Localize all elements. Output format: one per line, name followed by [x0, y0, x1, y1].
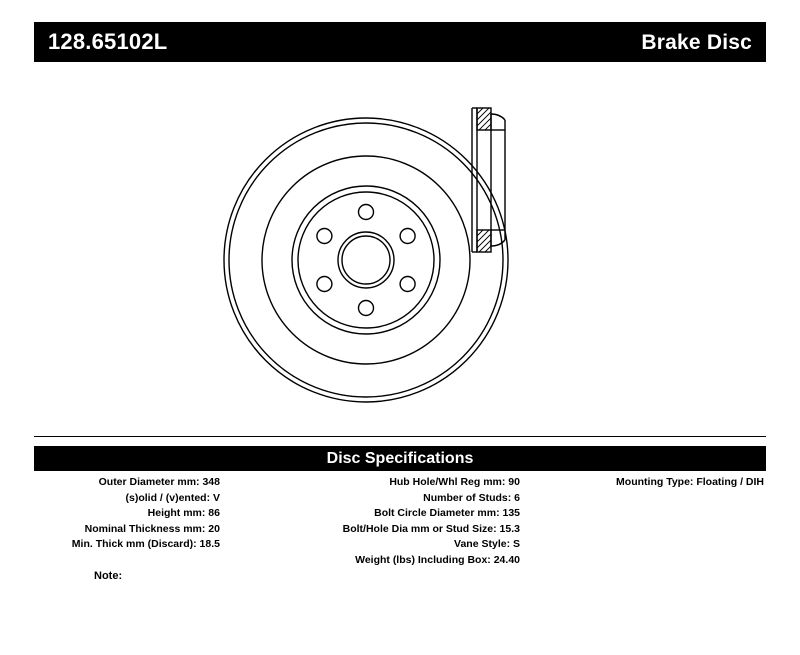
product-type-label: Brake Disc: [641, 30, 752, 54]
bolt-hole: [317, 229, 332, 244]
technical-drawing: [34, 70, 766, 420]
spec-item: Nominal Thickness mm: 20: [84, 522, 220, 535]
rotor-outer-edge-circle: [224, 118, 508, 402]
part-number: 128.65102L: [48, 29, 168, 54]
spec-item: Min. Thick mm (Discard): 18.5: [71, 538, 220, 550]
specs-columns: [34, 475, 766, 568]
bolt-hole: [359, 205, 374, 220]
spec-item: Weight (lbs) Including Box: 24.40: [355, 553, 520, 566]
spec-item: (s)olid / (v)ented: V: [125, 491, 220, 504]
ring-top-curve: [491, 114, 505, 120]
rotor-outer-inner-circle: [229, 123, 503, 397]
rotor-center-bore-inner: [342, 236, 390, 284]
bolt-hole: [317, 277, 332, 292]
bolt-hole: [400, 229, 415, 244]
spec-item: Bolt Circle Diameter mm: 135: [374, 507, 520, 519]
specs-right-column: [524, 475, 766, 568]
header-bar: [34, 22, 766, 62]
spec-item: Hub Hole/Whl Reg mm: 90: [389, 476, 520, 488]
rotor-hat-outer: [292, 186, 440, 334]
specs-middle-column: [224, 475, 524, 568]
specs-left-column: [34, 475, 224, 568]
spec-item: Bolt/Hole Dia mm or Stud Size: 15.3: [342, 522, 520, 535]
spec-item: Height mm: 86: [147, 507, 220, 519]
spec-item: Number of Studs: 6: [423, 491, 520, 504]
spec-item: Vane Style: S: [454, 538, 520, 550]
spec-item: Mounting Type: Floating / DIH: [616, 476, 764, 488]
specs-title-bar: [34, 446, 766, 471]
note-label: Note:: [94, 570, 123, 582]
ring-bottom-curve: [491, 240, 505, 246]
spec-item: Outer Diameter mm: 348: [98, 476, 220, 488]
bolt-hole: [400, 277, 415, 292]
bolt-hole-group: [317, 205, 415, 316]
specs-title: Disc Specifications: [326, 449, 474, 467]
rotor-hat-inner: [298, 192, 434, 328]
bolt-hole: [359, 301, 374, 316]
rotor-friction-ring-outer: [262, 156, 470, 364]
rotor-center-bore: [338, 232, 394, 288]
section-divider: [34, 436, 766, 437]
